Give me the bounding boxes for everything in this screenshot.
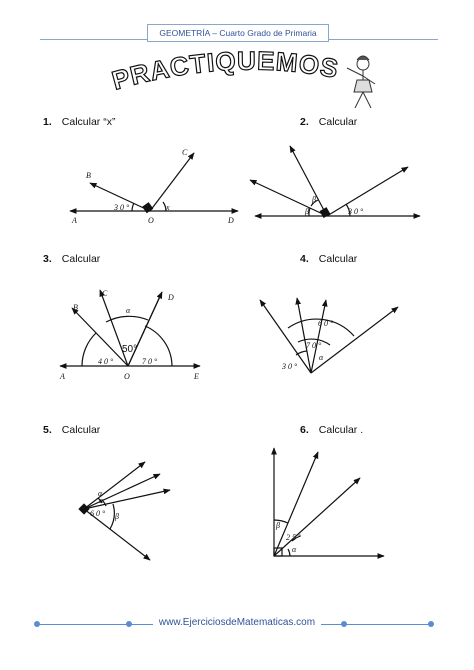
- f1-label-D: D: [228, 216, 234, 225]
- f2-angle-30: 3 0 °: [348, 207, 364, 216]
- f6-alpha: α: [292, 545, 297, 554]
- f4-angle-30: 3 0 °: [282, 362, 298, 371]
- problem-5-number: 5.: [43, 424, 52, 436]
- problem-2-text: Calcular: [318, 116, 358, 128]
- f5-alpha-lower: α: [99, 496, 104, 505]
- problem-1-number: 1.: [43, 116, 52, 128]
- problem-1-text: Calcular “x”: [61, 116, 116, 128]
- problem-3-number: 3.: [43, 253, 52, 265]
- problem-2-number: 2.: [300, 116, 309, 128]
- f3-label-C: C: [102, 289, 108, 298]
- f6-angle-25: 2 5 °: [286, 533, 302, 542]
- f3-label-O: O: [124, 372, 130, 381]
- f4-angle-70: 7 0 °: [306, 341, 322, 350]
- f1-label-A: A: [72, 216, 77, 225]
- f3-angle-70: 7 0 °: [142, 357, 158, 366]
- footer-url[interactable]: www.EjerciciosdeMatematicas.com: [153, 617, 321, 628]
- f4-alpha: α: [319, 353, 324, 362]
- problem-3-text: Calcular: [61, 253, 101, 265]
- f3-label-E: E: [194, 372, 199, 381]
- problem-5-text: Calcular: [61, 424, 101, 436]
- problem-6-text: Calcular .: [318, 424, 364, 436]
- f5-alpha-upper: α: [98, 489, 103, 498]
- f3-alpha: α: [126, 306, 131, 315]
- f2-beta-lower: β: [305, 207, 309, 216]
- f3-label-A: A: [60, 372, 65, 381]
- f1-angle-30: 3 0 °: [114, 203, 130, 212]
- f3-label-B: B: [73, 303, 78, 312]
- footer: [0, 617, 474, 628]
- problem-6-number: 6.: [300, 424, 309, 436]
- f5-beta: β: [115, 512, 119, 521]
- f3-angle-40: 4 0 °: [98, 357, 114, 366]
- f1-label-B: B: [86, 171, 91, 180]
- f5-angle-60: 6 0 °: [90, 509, 106, 518]
- problem-4-number: 4.: [300, 253, 309, 265]
- header-title: GEOMETRÍA – Cuarto Grado de Primaria: [159, 28, 317, 38]
- banner-title: PRACTIQUEMOS: [108, 50, 342, 96]
- f3-label-D: D: [168, 293, 174, 302]
- problem-4-text: Calcular: [318, 253, 358, 265]
- f6-beta: β: [276, 521, 280, 530]
- f1-angle-x: x: [166, 203, 170, 212]
- f2-beta-upper: β: [312, 195, 316, 204]
- f4-angle-60: 6 0 °: [318, 319, 334, 328]
- f1-label-C: C: [182, 148, 188, 157]
- f1-label-O: O: [148, 216, 154, 225]
- f3-angle-50: 50°: [122, 344, 138, 355]
